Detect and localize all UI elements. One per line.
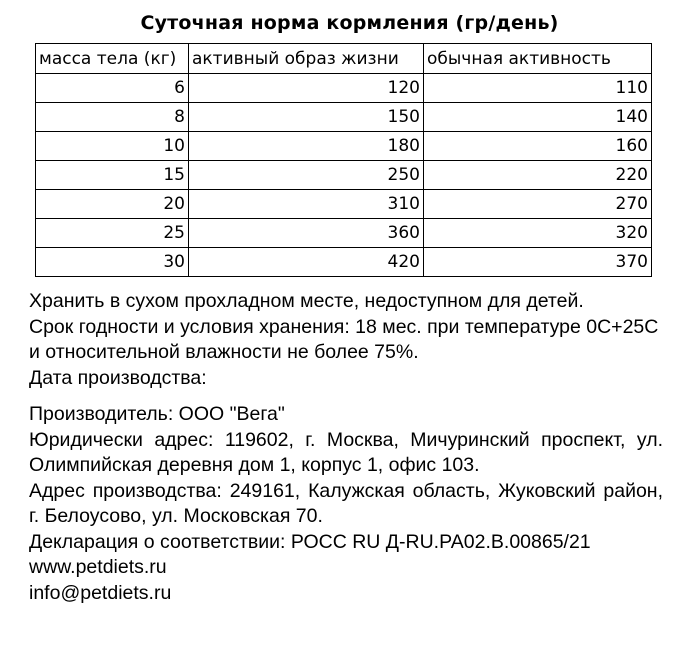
table-header-row [36,44,652,74]
table-row [36,132,652,161]
table-row [36,248,652,277]
cell-active: 420 [189,248,424,277]
website: www.petdiets.ru [29,556,167,578]
storage-block [29,289,663,391]
cell-normal: 370 [424,248,652,277]
cell-weight: 10 [36,132,189,161]
cell-active: 360 [189,219,424,248]
cell-weight: 8 [36,103,189,132]
cell-normal: 270 [424,190,652,219]
column-header-active: активный образ жизни [189,44,424,74]
legal-address: Юридически адрес: 119602, г. Москва, Мичуринский проспект, ул. Олимпийская деревня дом 1, корпус 1, офис 103. [29,428,663,476]
cell-weight: 6 [36,74,189,103]
cell-normal: 220 [424,161,652,190]
cell-weight: 30 [36,248,189,277]
production-date-label: Дата производства: [29,366,207,389]
email: info@petdiets.ru [29,581,172,604]
column-header-weight: масса тела (кг) [36,44,189,74]
cell-active: 180 [189,132,424,161]
production-address: Адрес производства: 249161, Калужская область, Жуковский район, г. Белоусово, ул. Московская 70. [29,479,663,527]
table-row [36,74,652,103]
manufacturer-block [29,402,663,606]
cell-normal: 140 [424,103,652,132]
cell-normal: 110 [424,74,652,103]
manufacturer-name: Производитель: ООО "Вега" [29,403,285,425]
shelf-life: Срок годности и условия хранения: 18 мес. при температуре 0С+25С и относительной влажности не более 75%. [29,315,659,363]
table-row [36,219,652,248]
cell-weight: 15 [36,161,189,190]
page-title: Суточная норма кормления (гр/день) [140,12,559,34]
column-header-normal: обычная активность [424,44,652,74]
table-row [36,161,652,190]
cell-weight: 20 [36,190,189,219]
cell-normal: 160 [424,132,652,161]
table-row [36,103,652,132]
cell-normal: 320 [424,219,652,248]
declaration-of-conformity: Декларация о соответствии: РОСС RU Д-RU.РА02.В.00865/21 [29,530,591,553]
storage-conditions: Хранить в сухом прохладном месте, недоступном для детей. [29,290,584,312]
cell-active: 310 [189,190,424,219]
table-row [36,190,652,219]
cell-active: 120 [189,74,424,103]
feeding-table [35,43,652,277]
cell-active: 250 [189,161,424,190]
cell-weight: 25 [36,219,189,248]
cell-active: 150 [189,103,424,132]
